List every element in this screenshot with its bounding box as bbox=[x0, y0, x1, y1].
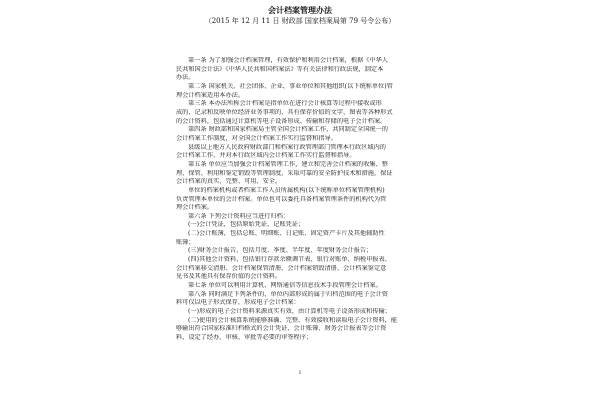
body-line: 的会计资料，包括通过计算机等电子设备形成、传输和存储的电子会计档案。 bbox=[176, 117, 387, 125]
body-line: 单位的档案机构或者档案工作人员所属机构(以下统称单位档案管理机构) bbox=[188, 186, 385, 194]
body-line: 料，设定了经办、审核、审批等必要的审签程序； bbox=[176, 334, 313, 341]
body-line: 第六条 下列会计资料应当进行归档： bbox=[188, 212, 289, 220]
body-line: 理会计档案。 bbox=[176, 204, 214, 212]
body-line: 料可仅以电子形式保存，形成电子会计档案： bbox=[176, 299, 300, 307]
body-line: (二)会计账簿，包括总账、明细账、日记账、固定资产卡片及其他辅助性 bbox=[188, 230, 385, 238]
body-line: 够输出符合国家标准归档格式的会计凭证、会计账簿、财务会计报表等会计资 bbox=[176, 325, 387, 333]
body-line: 会计档案移交清册、会计档案保管清册、会计档案销毁清册、会计档案鉴定意 bbox=[176, 264, 387, 272]
body-line: 县级以上地方人民政府财政部门和档案行政管理部门管理本行政区域内的 bbox=[188, 143, 386, 151]
body-line: 第五条 单位应当加强会计档案管理工作，建立和完善会计档案的收集、整 bbox=[188, 160, 388, 168]
body-line: 理会计档案适用本办法。 bbox=[176, 91, 245, 99]
document-title: 会计档案管理办法 bbox=[268, 6, 332, 15]
body-line: (一)形成的电子会计资料来源真实有效，由计算机等电子设备形成和传输； bbox=[188, 308, 391, 316]
page-number: 1 bbox=[298, 370, 302, 376]
document-body bbox=[176, 57, 430, 343]
body-line: 民共和国会计法》《中华人民共和国档案法》等有关法律和行政法规，制定本 bbox=[176, 65, 384, 73]
body-line: 会计档案工作，并对本行政区域内会计档案工作实行监督和指导。 bbox=[176, 152, 356, 160]
body-line: 第三条 本办法所称会计档案是指单位在进行会计核算等过程中接收或形 bbox=[188, 100, 382, 108]
body-line: 第七条 单位可以利用计算机、网络通信等信息技术手段管理会计档案。 bbox=[188, 282, 382, 290]
body-line: (二)使用的会计核算系统能够准确、完整、有效接收和读取电子会计资料，能 bbox=[188, 316, 398, 324]
body-line: 会计档案的真实、完整、可用、安全。 bbox=[176, 178, 282, 186]
body-line: 第四条 财政部和国家档案局主管全国会计档案工作，共同制定全国统一的 bbox=[188, 126, 388, 134]
body-line: 账簿； bbox=[176, 238, 195, 246]
body-line: (三)财务会计报告，包括月度、季度、半年度、年度财务会计报告； bbox=[188, 247, 373, 255]
body-line: (一)会计凭证，包括原始凭证、记账凭证； bbox=[188, 221, 305, 229]
body-line: 办法。 bbox=[176, 74, 195, 82]
body-line: 负责管理本单位的会计档案。单位也可以委托具备档案管理条件的机构代为管 bbox=[176, 195, 387, 203]
document-subtitle: （2015 年 12 月 11 日 财政部 国家档案局第 79 号令公布） bbox=[204, 17, 396, 25]
body-line: 会计档案工作制度，对全国会计档案工作实行监督和指导。 bbox=[176, 134, 337, 142]
body-line: 第八条 同时满足下列条件的，单位内部形成的属于归档范围的电子会计资 bbox=[188, 290, 388, 298]
body-line: 见书及其他具有保存价值的会计资料。 bbox=[176, 273, 282, 281]
body-line: 理、保管、利用和鉴定销毁等管理制度，采取可靠的安全防护技术和措施，保证 bbox=[176, 169, 393, 177]
body-line: 第二条 国家机关、社会团体、企业、事业单位和其他组织(以下统称单位)管 bbox=[188, 82, 393, 90]
body-line: 第一条 为了加强会计档案管理，有效保护和利用会计档案，根据《中华人 bbox=[188, 57, 388, 64]
body-line: 成的，记录和反映单位经济业务事项的，具有保存价值的文字、图表等各种形式 bbox=[176, 108, 393, 116]
body-line: (四)其他会计资料，包括银行存款余额调节表、银行对账单、纳税申报表、 bbox=[188, 256, 391, 264]
